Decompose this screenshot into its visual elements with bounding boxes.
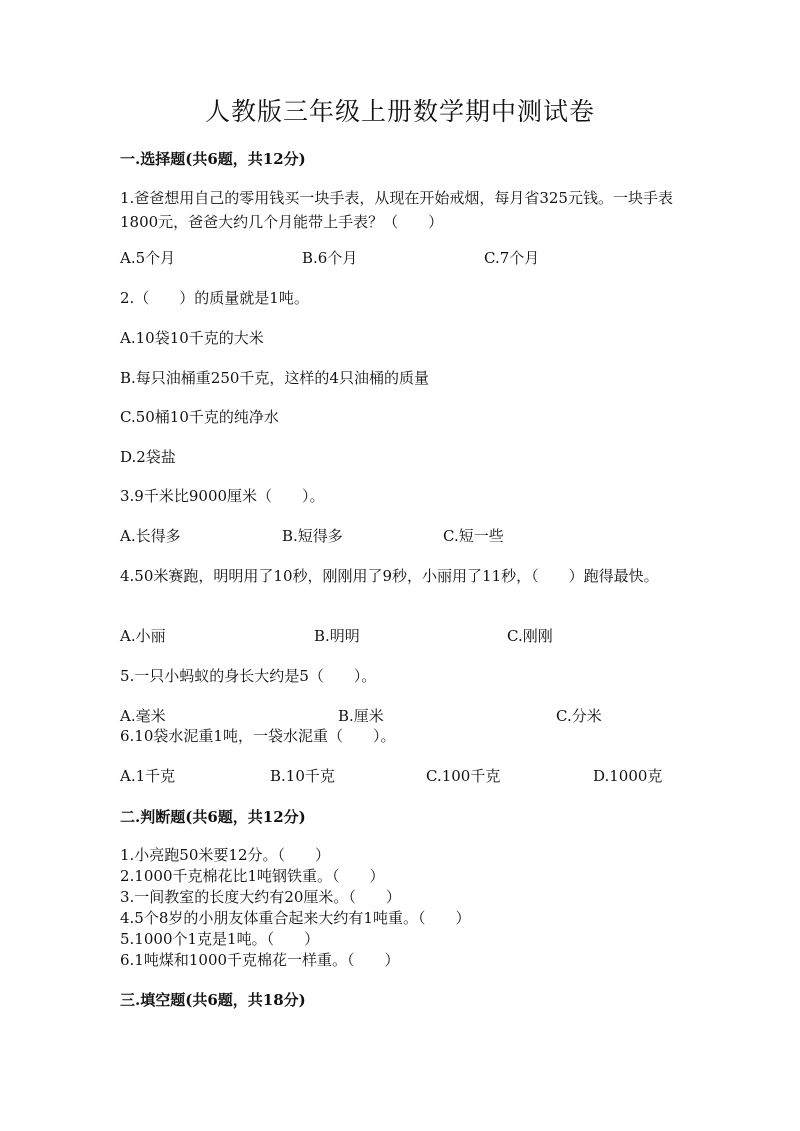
question-1: 1.爸爸想用自己的零用钱买一块手表，从现在开始戒烟，每月省325元钱。一块手表1800元，爸爸大约几个月能带上手表？（ ） bbox=[120, 189, 673, 231]
q6-option-b: B.10千克 bbox=[270, 767, 335, 785]
section-2-heading: 二.判断题(共6题，共12分) bbox=[120, 808, 306, 826]
q2-option-d: D.2袋盐 bbox=[120, 448, 176, 466]
judge-item-1: 1.小亮跑50米要12分。（ ） bbox=[120, 846, 330, 864]
q4-option-b: B.明明 bbox=[314, 627, 360, 645]
judge-item-3: 3.一间教室的长度大约有20厘米。（ ） bbox=[120, 888, 401, 906]
page-title: 人教版三年级上册数学期中测试卷 bbox=[204, 97, 595, 126]
q5-option-b: B.厘米 bbox=[338, 707, 384, 725]
q6-option-d: D.1000克 bbox=[593, 767, 663, 785]
q3-option-b: B.短得多 bbox=[282, 527, 343, 545]
q5-option-c: C.分米 bbox=[556, 707, 602, 725]
judge-item-5: 5.1000个1克是1吨。（ ） bbox=[120, 930, 320, 948]
q6-option-c: C.100千克 bbox=[426, 767, 501, 785]
q1-option-b: B.6个月 bbox=[302, 249, 358, 267]
q4-option-c: C.刚刚 bbox=[507, 627, 553, 645]
q5-option-a: A.毫米 bbox=[120, 707, 166, 725]
judge-item-4: 4.5个8岁的小朋友体重合起来大约有1吨重。（ ） bbox=[120, 909, 471, 927]
question-5: 5.一只小蚂蚁的身长大约是5（ ）。 bbox=[120, 667, 377, 685]
q2-option-a: A.10袋10千克的大米 bbox=[120, 329, 264, 347]
judge-item-2: 2.1000千克棉花比1吨钢铁重。（ ） bbox=[120, 867, 385, 885]
q3-option-a: A.长得多 bbox=[120, 527, 181, 545]
q2-option-c: C.50桶10千克的纯净水 bbox=[120, 408, 279, 426]
question-3: 3.9千米比9000厘米（ ）。 bbox=[120, 487, 325, 505]
judge-item-6: 6.1吨煤和1000千克棉花一样重。（ ） bbox=[120, 951, 400, 969]
q4-option-a: A.小丽 bbox=[120, 627, 166, 645]
section-3-heading: 三.填空题(共6题，共18分) bbox=[120, 991, 306, 1009]
question-2: 2.（ ）的质量就是1吨。 bbox=[120, 289, 309, 307]
question-6: 6.10袋水泥重1吨，一袋水泥重（ ）。 bbox=[120, 727, 396, 745]
question-4: 4.50米赛跑，明明用了10秒，刚刚用了9秒，小丽用了11秒，（ ）跑得最快。 bbox=[120, 567, 659, 585]
section-1-heading: 一.选择题(共6题，共12分) bbox=[120, 150, 306, 168]
q6-option-a: A.1千克 bbox=[120, 767, 176, 785]
q1-option-a: A.5个月 bbox=[120, 249, 176, 267]
q1-option-c: C.7个月 bbox=[484, 249, 540, 267]
q2-option-b: B.每只油桶重250千克，这样的4只油桶的质量 bbox=[120, 369, 429, 387]
q3-option-c: C.短一些 bbox=[443, 527, 504, 545]
